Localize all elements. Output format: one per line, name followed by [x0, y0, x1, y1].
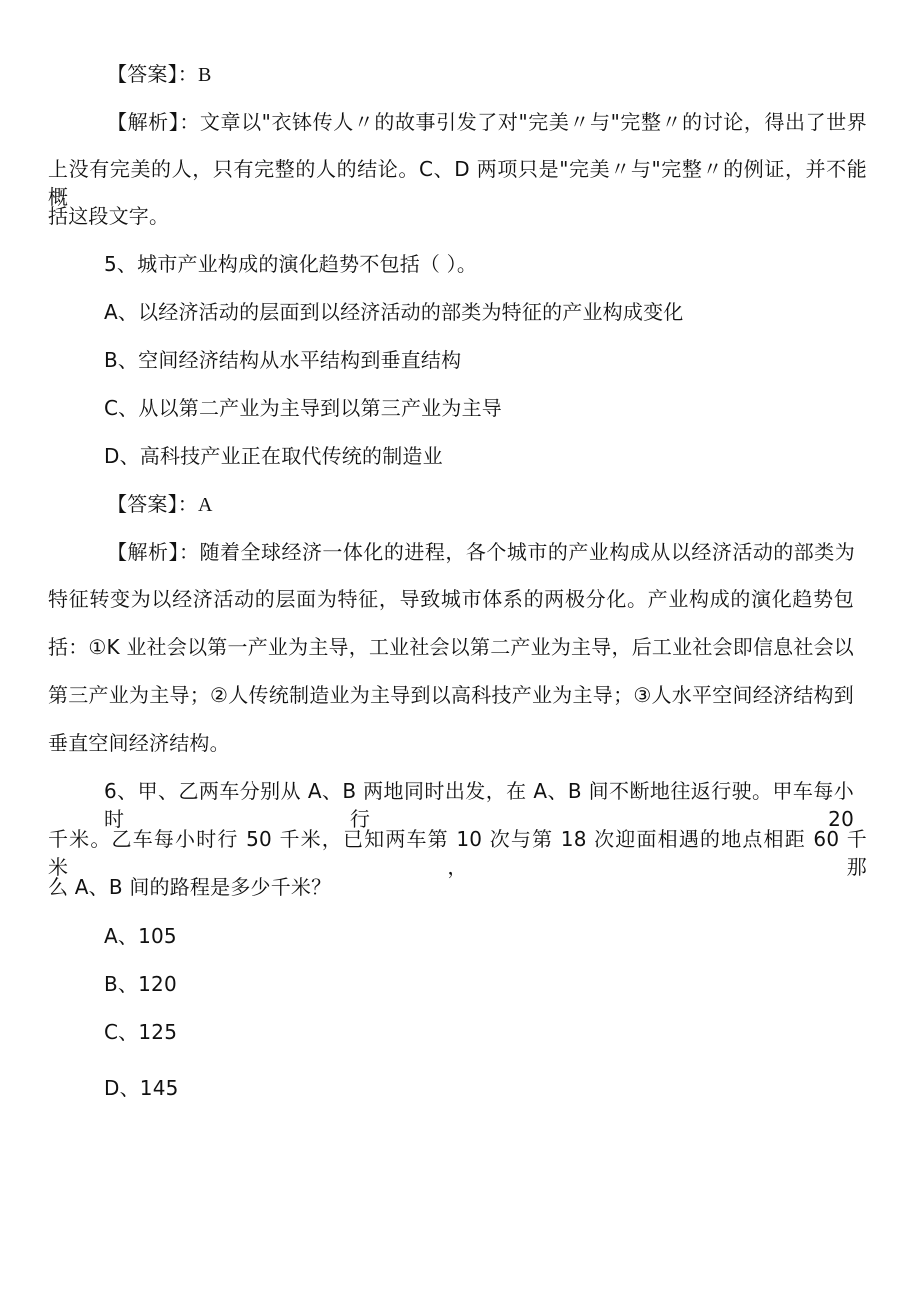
q5-analysis-line-1: 【解析】：随着全球经济一体化的进程，各个城市的产业构成从以经济活动的部类为	[107, 540, 855, 564]
q4-answer-label: 【答案】：	[107, 62, 198, 86]
q5-option-a: A、以经济活动的层面到以经济活动的部类为特征的产业构成变化	[104, 300, 684, 324]
q6-stem-line-3: 么 A、B 间的路程是多少千米？	[48, 875, 332, 899]
q6-option-a: A、105	[104, 924, 177, 948]
q4-analysis-line-1: 【解析】：文章以"衣钵传人〃的故事引发了对"完美〃与"完整〃的讨论，得出了世界	[107, 110, 867, 134]
q5-option-c: C、从以第二产业为主导到以第三产业为主导	[104, 396, 502, 420]
q6-stem-line-2: 千米。乙车每小时行 50 千米，已知两车第 10 次与第 18 次迎面相遇的地点相距 60 千米，那	[48, 827, 867, 879]
q4-analysis-line-3: 括这段文字。	[48, 204, 170, 228]
q6-stem-line-1: 6、甲、乙两车分别从 A、B 两地同时出发，在 A、B 间不断地往返行驶。甲车每小时行 20	[104, 779, 854, 831]
q5-analysis-line-4: 第三产业为主导；②人传统制造业为主导到以高科技产业为主导；③人水平空间经济结构到	[48, 683, 854, 707]
q6-option-d: D、145	[104, 1076, 179, 1100]
q4-analysis-line-2: 上没有完美的人，只有完整的人的结论。C、D 两项只是"完美〃与"完整〃的例证，并不能概	[48, 157, 867, 209]
q4-answer-value: B	[198, 64, 212, 86]
q5-option-b: B、空间经济结构从水平结构到垂直结构	[104, 348, 462, 372]
q6-option-b: B、120	[104, 972, 177, 996]
q4-answer	[107, 60, 212, 89]
q5-analysis-line-2: 特征转变为以经济活动的层面为特征，导致城市体系的两极分化。产业构成的演化趋势包	[48, 587, 854, 611]
q5-analysis-line-3: 括：①K 业社会以第一产业为主导，工业社会以第二产业为主导，后工业社会即信息社会以	[48, 635, 854, 659]
q5-option-d: D、高科技产业正在取代传统的制造业	[104, 444, 443, 468]
q5-analysis-line-5: 垂直空间经济结构。	[48, 731, 230, 755]
q5-stem: 5、城市产业构成的演化趋势不包括（ ）。	[104, 252, 478, 276]
q5-answer-value: A	[198, 494, 213, 516]
q5-answer	[107, 490, 213, 519]
q5-answer-label: 【答案】：	[107, 492, 198, 516]
q6-option-c: C、125	[104, 1020, 178, 1044]
